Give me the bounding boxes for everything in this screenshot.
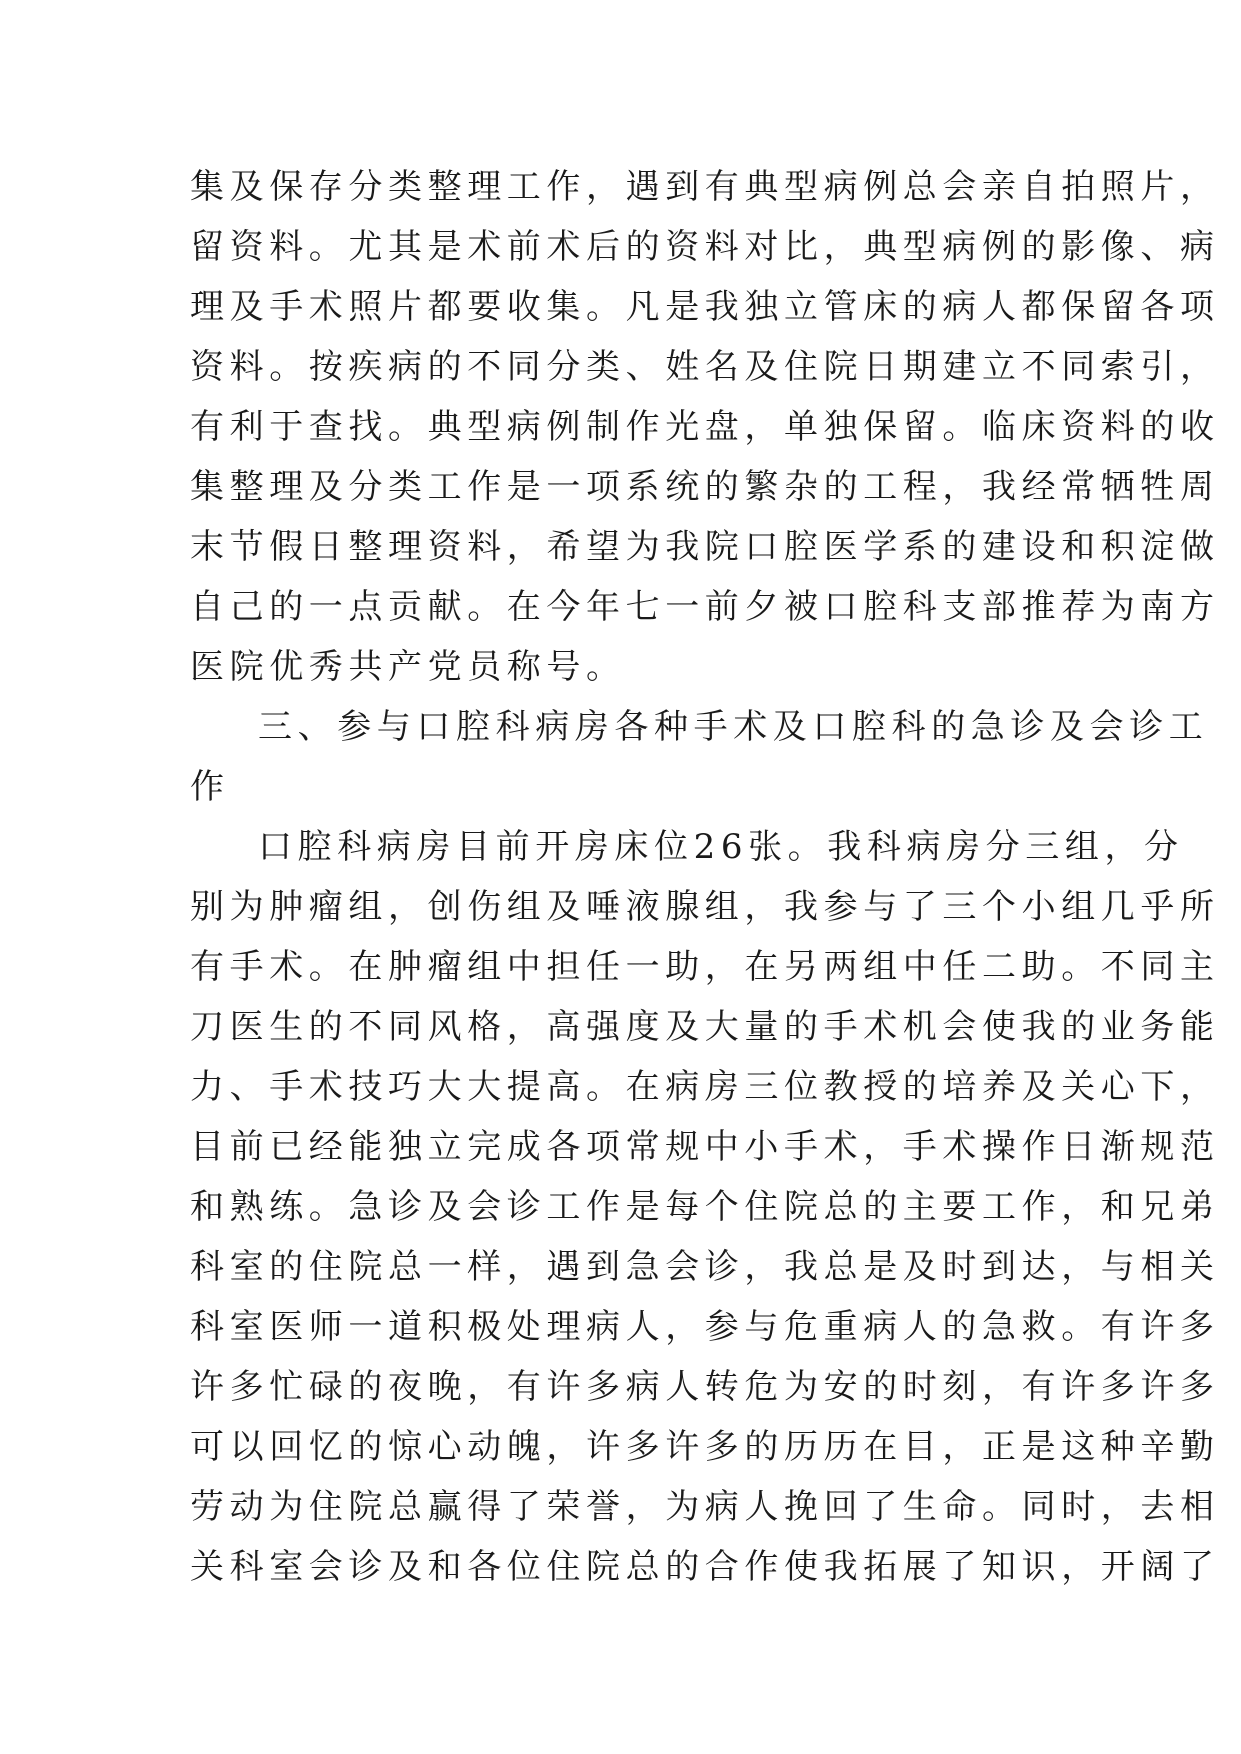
text-line: 劳动为住院总赢得了荣誉，为病人挽回了生命。同时，去相 — [190, 1487, 1220, 1527]
section-heading: 三、参与口腔科病房各种手术及口腔科的急诊及会诊工 — [258, 707, 1209, 747]
text-line: 关科室会诊及和各位住院总的合作使我拓展了知识，开阔了 — [190, 1547, 1220, 1587]
text-line: 力、手术技巧大大提高。在病房三位教授的培养及关心下， — [190, 1067, 1220, 1107]
text-line: 自己的一点贡献。在今年七一前夕被口腔科支部推荐为南方 — [190, 587, 1220, 627]
text-line: 和熟练。急诊及会诊工作是每个住院总的主要工作，和兄弟 — [190, 1187, 1220, 1227]
section-heading-continuation: 作 — [190, 767, 230, 807]
body-text — [190, 157, 1220, 1597]
text-line: 理及手术照片都要收集。凡是我独立管床的病人都保留各项 — [190, 287, 1220, 327]
text-line: 医院优秀共产党员称号。 — [190, 647, 626, 687]
text-line: 留资料。尤其是术前术后的资料对比，典型病例的影像、病 — [190, 227, 1220, 267]
text-line: 末节假日整理资料，希望为我院口腔医学系的建设和积淀做 — [190, 527, 1220, 567]
text-line: 集及保存分类整理工作，遇到有典型病例总会亲自拍照片， — [190, 167, 1220, 207]
text-line: 目前已经能独立完成各项常规中小手术，手术操作日渐规范 — [190, 1127, 1220, 1167]
text-line: 资料。按疾病的不同分类、姓名及住院日期建立不同索引， — [190, 347, 1220, 387]
text-line: 有利于查找。典型病例制作光盘，单独保留。临床资料的收 — [190, 407, 1220, 447]
text-line: 别为肿瘤组，创伤组及唾液腺组，我参与了三个小组几乎所 — [190, 887, 1220, 927]
text-line: 科室的住院总一样，遇到急会诊，我总是及时到达，与相关 — [190, 1247, 1220, 1287]
text-line: 集整理及分类工作是一项系统的繁杂的工程，我经常牺牲周 — [190, 467, 1220, 507]
text-line: 许多忙碌的夜晚，有许多病人转危为安的时刻，有许多许多 — [190, 1367, 1220, 1407]
text-line: 有手术。在肿瘤组中担任一助，在另两组中任二助。不同主 — [190, 947, 1220, 987]
text-line: 刀医生的不同风格，高强度及大量的手术机会使我的业务能 — [190, 1007, 1220, 1047]
text-line: 可以回忆的惊心动魄，许多许多的历历在目，正是这种辛勤 — [190, 1427, 1220, 1467]
text-line: 口腔科病房目前开房床位26张。我科病房分三组，分 — [258, 827, 1184, 867]
text-line: 科室医师一道积极处理病人，参与危重病人的急救。有许多 — [190, 1307, 1220, 1347]
